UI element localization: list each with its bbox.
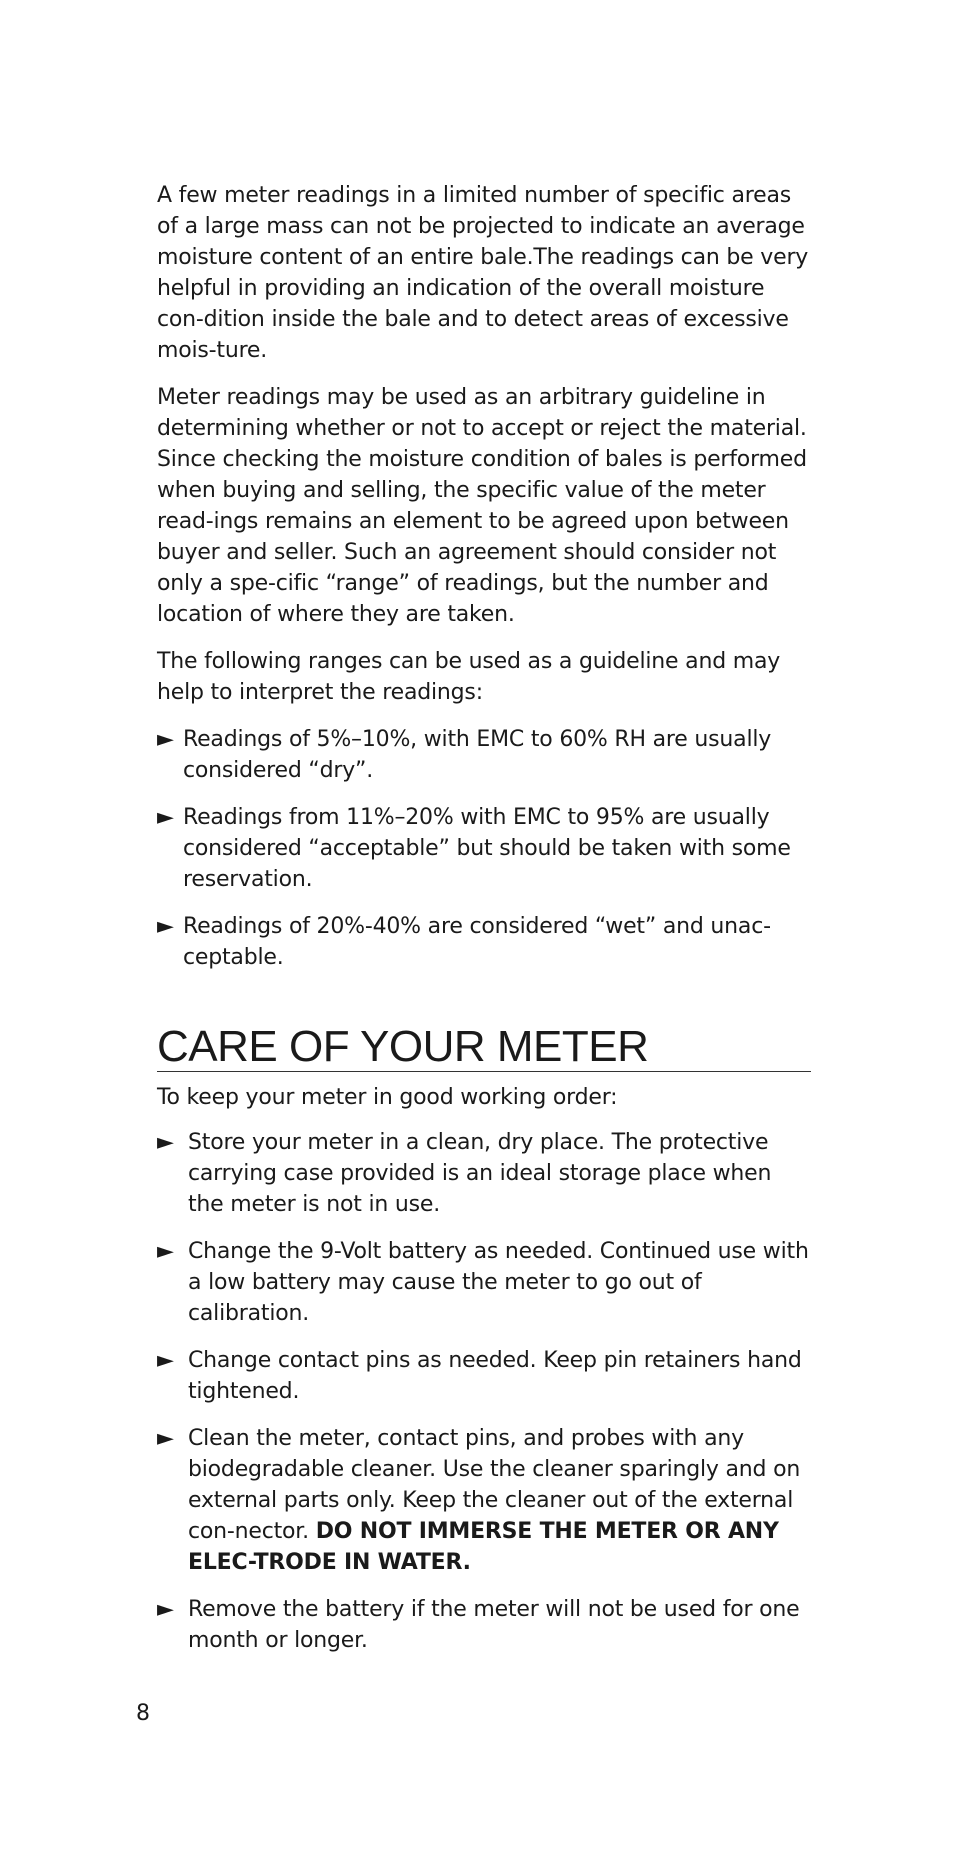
- care-intro: To keep your meter in good working order:: [157, 1085, 618, 1110]
- care-item-body: Change the 9-Volt battery as needed. Continued use with a low battery may cause the meter to go out of calibration.: [188, 1239, 809, 1326]
- range-dry-text: Readings of 5%–10%, with EMC to 60% RH are usually considered “dry”.: [183, 727, 772, 783]
- list-item: [157, 724, 811, 786]
- section-heading-rule: [157, 1023, 811, 1072]
- list-item: [157, 1594, 811, 1656]
- page-number: 8: [136, 1701, 150, 1726]
- page-content: [157, 180, 811, 1672]
- arrow-right-icon: ►: [157, 1426, 174, 1451]
- arrow-right-icon: ►: [157, 805, 174, 830]
- range-acceptable-text: Readings from 11%–20% with EMC to 95% are usually considered “acceptable” but should be taken with some reservation.: [183, 805, 791, 892]
- care-item-body: Clean the meter, contact pins, and probes with any biodegradable cleaner. Use the cleaner sparingly and on external parts only. Keep the cleaner out of the external con-nector.: [188, 1426, 801, 1544]
- care-item-body: Remove the battery if the meter will not be used for one month or longer.: [188, 1597, 800, 1653]
- arrow-right-icon: ►: [157, 914, 174, 939]
- care-item-body: Store your meter in a clean, dry place. The protective carrying case provided is an ideal storage place when the meter is not in use.: [188, 1130, 772, 1217]
- range-wet-text: Readings of 20%-40% are considered “wet” and unac-ceptable.: [183, 914, 771, 970]
- arrow-right-icon: ►: [157, 1597, 174, 1622]
- care-item-warning: DO NOT IMMERSE THE METER OR ANY ELEC-TRODE IN WATER.: [188, 1519, 779, 1575]
- care-item-text: [188, 1345, 811, 1407]
- arrow-right-icon: ►: [157, 1239, 174, 1264]
- list-item: [157, 1236, 811, 1329]
- paragraph-ranges-intro: The following ranges can be used as a guideline and may help to interpret the readings:: [157, 649, 781, 705]
- paragraph-readings-guideline: Meter readings may be used as an arbitrary guideline in determining whether or not to accept or reject the material. Since checking the moisture condition of bales is performed when buying and selling, the specific value of the meter read-ings remains an element to be agreed upon between buyer and seller. Such an agreement should consider not only a spe-cific “range” of readings, but the number and location of where they are taken.: [157, 385, 807, 627]
- care-item-text: [188, 1594, 811, 1656]
- care-item-text: [188, 1423, 811, 1578]
- care-item-body: Change contact pins as needed. Keep pin retainers hand tightened.: [188, 1348, 802, 1404]
- section-heading: CARE OF YOUR METER: [157, 1022, 649, 1071]
- care-item-text: [188, 1236, 811, 1329]
- care-list: [157, 1127, 811, 1656]
- arrow-right-icon: ►: [157, 1130, 174, 1155]
- arrow-right-icon: ►: [157, 727, 174, 752]
- arrow-right-icon: ►: [157, 1348, 174, 1373]
- paragraph-readings-limitation: A few meter readings in a limited number of specific areas of a large mass can not be projected to indicate an average moisture content of an entire bale.The readings can be very helpful in providing an indication of the overall moisture con-dition inside the bale and to detect areas of excessive mois-ture.: [157, 183, 809, 363]
- list-item: [157, 911, 811, 973]
- list-item: [157, 1423, 811, 1578]
- list-item: [157, 1345, 811, 1407]
- care-item-text: [188, 1127, 811, 1220]
- ranges-list: [157, 724, 811, 973]
- list-item: [157, 802, 811, 895]
- list-item: [157, 1127, 811, 1220]
